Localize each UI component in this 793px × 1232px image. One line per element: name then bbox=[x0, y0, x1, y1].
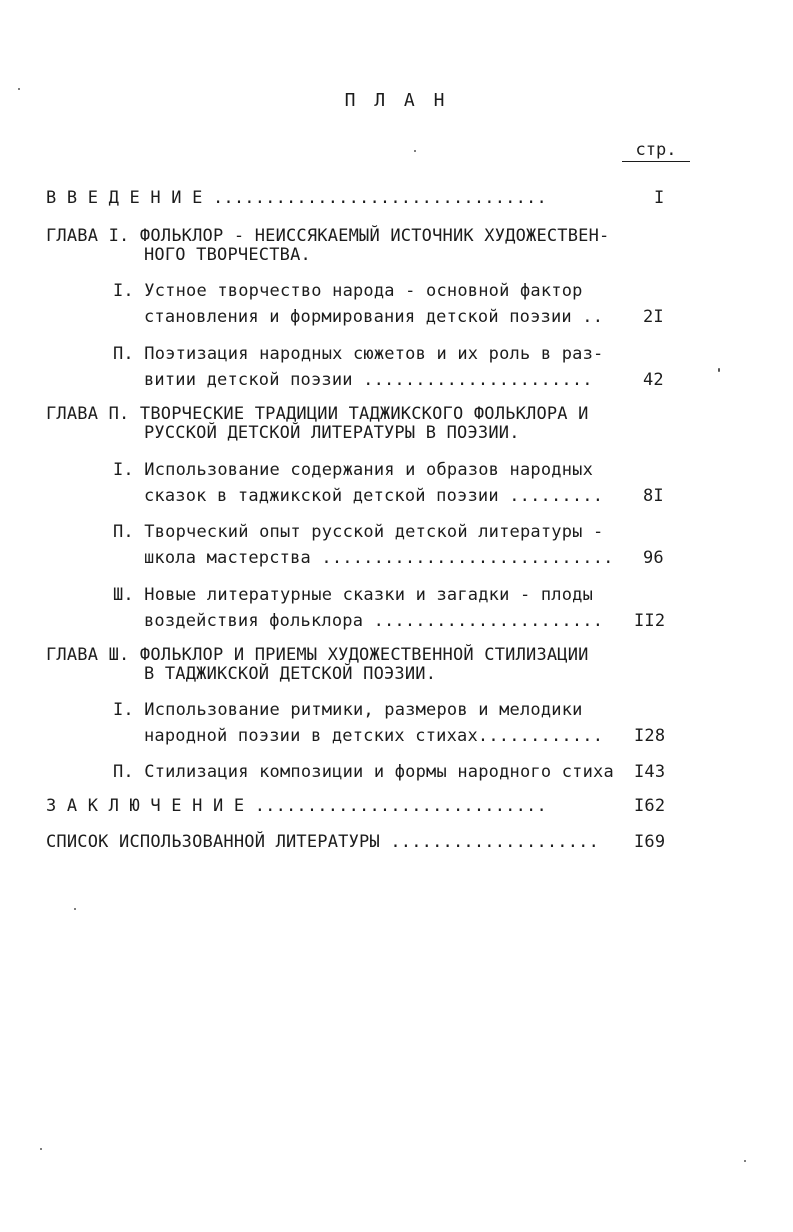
chapter2-heading-line2: РУССКОЙ ДЕТСКОЙ ЛИТЕРАТУРЫ В ПОЭЗИИ. bbox=[144, 423, 520, 443]
scan-speck bbox=[40, 1148, 42, 1150]
conclusion-page: I62 bbox=[634, 796, 666, 816]
page-title: П Л А Н bbox=[344, 90, 449, 111]
chapter1-heading-line1: ГЛАВА I. ФОЛЬКЛОР - НЕИССЯКАЕМЫЙ ИСТОЧНИК ХУДОЖЕСТВЕН- bbox=[46, 226, 610, 246]
ch2-section1-page: 8I bbox=[643, 486, 664, 506]
chapter1-heading-line2: НОГО ТВОРЧЕСТВА. bbox=[144, 245, 311, 265]
ch3-section1-line1: I. Использование ритмики, размеров и мелодики bbox=[113, 700, 583, 720]
page-column-label: стр. bbox=[622, 140, 690, 162]
ch3-section1-line2: народной поэзии в детских стихах............ bbox=[144, 726, 604, 746]
ch3-section1-page: I28 bbox=[634, 726, 666, 746]
scan-speck bbox=[744, 1160, 746, 1162]
ch3-section2-page: I43 bbox=[634, 762, 666, 782]
scan-speck bbox=[414, 150, 416, 152]
ch3-section2-line1: П. Стилизация композиции и формы народного стиха bbox=[113, 762, 614, 782]
ch2-section3-line2: воздействия фольклора ...................... bbox=[144, 611, 604, 631]
ch1-section2-line1: П. Поэтизация народных сюжетов и их роль в раз- bbox=[113, 344, 604, 364]
intro-entry: В В Е Д Е Н И Е ................................ bbox=[46, 188, 547, 208]
chapter2-heading-line1: ГЛАВА П. ТВОРЧЕСКИЕ ТРАДИЦИИ ТАДЖИКСКОГО ФОЛЬКЛОРА И bbox=[46, 404, 589, 424]
ch2-section2-page: 96 bbox=[643, 548, 664, 568]
intro-page: I bbox=[654, 188, 665, 208]
ch1-section1-page: 2I bbox=[643, 307, 664, 327]
chapter3-heading-line1: ГЛАВА Ш. ФОЛЬКЛОР И ПРИЕМЫ ХУДОЖЕСТВЕННОЙ СТИЛИЗАЦИИ bbox=[46, 645, 589, 665]
ch2-section2-line1: П. Творческий опыт русской детской литературы - bbox=[113, 522, 604, 542]
ch2-section1-line2: сказок в таджикской детской поэзии ......... bbox=[144, 486, 604, 506]
chapter3-heading-line2: В ТАДЖИКСКОЙ ДЕТСКОЙ ПОЭЗИИ. bbox=[144, 664, 437, 684]
ch2-section2-line2: школа мастерства ............................ bbox=[144, 548, 614, 568]
ch2-section3-page: II2 bbox=[634, 611, 666, 631]
scan-speck bbox=[718, 368, 720, 372]
ch2-section1-line1: I. Использование содержания и образов народных bbox=[113, 460, 594, 480]
ch1-section1-line2: становления и формирования детской поэзии .. bbox=[144, 307, 604, 327]
bibliography-entry: СПИСОК ИСПОЛЬЗОВАННОЙ ЛИТЕРАТУРЫ .................... bbox=[46, 832, 600, 852]
scan-speck bbox=[18, 88, 20, 90]
conclusion-entry: З А К Л Ю Ч Е Н И Е ............................ bbox=[46, 796, 547, 816]
ch2-section3-line1: Ш. Новые литературные сказки и загадки - плоды bbox=[113, 585, 594, 605]
ch1-section1-line1: I. Устное творчество народа - основной фактор bbox=[113, 281, 583, 301]
scan-speck bbox=[74, 908, 76, 910]
ch1-section2-line2: витии детской поэзии ...................... bbox=[144, 370, 593, 390]
ch1-section2-page: 42 bbox=[643, 370, 664, 390]
bibliography-page: I69 bbox=[634, 832, 666, 852]
